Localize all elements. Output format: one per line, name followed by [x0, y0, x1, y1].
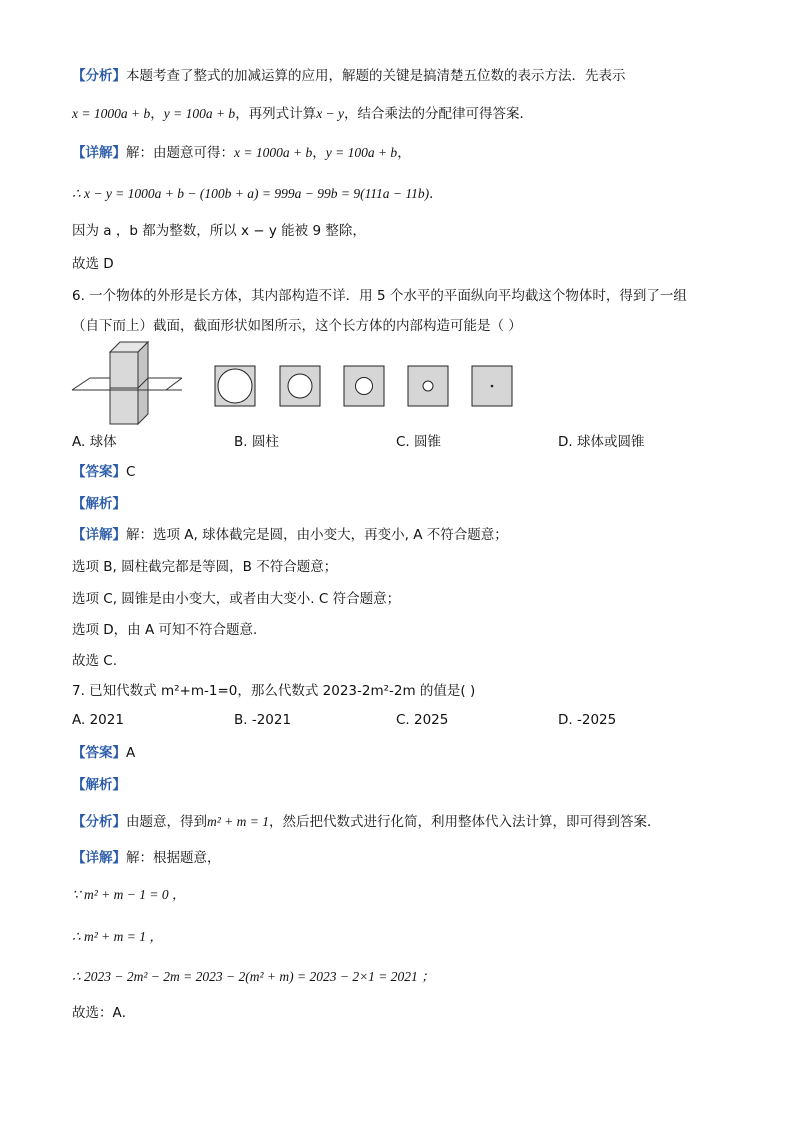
calc-end: ． — [429, 186, 443, 201]
q7-option-a: A. 2021 — [72, 712, 124, 728]
q7-therefore-line1: ∴ m² + m = 1 ， — [72, 929, 163, 944]
q5-detail-line — [72, 143, 411, 163]
q6-jiexi — [72, 494, 126, 514]
analysis-formula: m² + m = 1 — [207, 814, 270, 829]
q6-stem-line1: 6. 一个物体的外形是长方体，其内部构造不详．用 5 个水平的平面纵向平均截这个物体时，得到了一组 — [72, 288, 687, 304]
q7-therefore-line2: ∴ 2023 − 2m² − 2m = 2023 − 2(m² + m) = 2023 − 2×1 = 2021 ； — [72, 969, 435, 984]
q5-calc-line — [72, 184, 443, 204]
q6-detail-line2: 选项 B, 圆柱截完都是等圆，B 不符合题意； — [72, 559, 338, 575]
jiexi-tag: 【解析】 — [72, 496, 126, 512]
q6-figure — [70, 338, 530, 428]
q6-choice: 故选 C. — [72, 653, 118, 669]
analysis-text: 本题考查了整式的加减运算的应用，解题的关键是搞清楚五位数的表示方法．先表示 — [126, 68, 626, 84]
q5-analysis-line2 — [72, 104, 533, 124]
q5-analysis-line1 — [72, 66, 626, 86]
detail-text: 解：根据题意， — [126, 850, 221, 866]
q7-analysis — [72, 812, 661, 832]
formula-x: x = 1000a + b — [72, 106, 151, 121]
answer-tag: 【答案】 — [72, 464, 126, 480]
calc-formula: ∴ x − y = 1000a + b − (100b + a) = 999a − 99b = 9(111a − 11b) — [72, 186, 430, 201]
detail-formula-x: x = 1000a + b — [234, 145, 313, 160]
q5-choice: 故选 D — [72, 256, 114, 272]
detail-formula-y: y = 100a + b — [325, 145, 398, 160]
detail-text: 解：由题意可得： — [126, 145, 234, 161]
analysis-text2: ，然后把代数式进行化简，利用整体代入法计算，即可得到答案． — [269, 814, 661, 830]
formula-y: y = 100a + b — [163, 106, 236, 121]
detail-end: ， — [397, 145, 411, 161]
q7-detail — [72, 848, 221, 868]
detail-tag: 【详解】 — [72, 145, 126, 161]
q7-option-b: B. -2021 — [234, 712, 292, 728]
q6-stem-line2: （自下而上）截面，截面形状如图所示，这个长方体的内部构造可能是（ ） — [72, 318, 522, 334]
q7-because-line: ∵ m² + m − 1 = 0 ， — [72, 887, 186, 902]
q7-option-c: C. 2025 — [396, 712, 449, 728]
detail-text: 解：选项 A, 球体截完是圆，由小变大，再变小, A 不符合题意； — [126, 527, 508, 543]
analysis-tag: 【分析】 — [72, 814, 126, 830]
q6-detail-line4: 选项 D，由 A 可知不符合题意. — [72, 622, 258, 638]
answer-value: A — [126, 745, 136, 761]
formula-x-minus-y: x − y — [316, 106, 345, 121]
answer-tag: 【答案】 — [72, 745, 126, 761]
q7-stem: 7. 已知代数式 m²+m-1=0，那么代数式 2023-2m²-2m 的值是( ) — [72, 683, 476, 699]
cross-section-4 — [408, 366, 448, 406]
cross-section-2 — [280, 366, 320, 406]
analysis-text1: 由题意，得到 — [126, 814, 207, 830]
q6-option-a: A. 球体 — [72, 434, 117, 450]
cross-section-5 — [472, 366, 512, 406]
q6-answer — [72, 462, 135, 482]
detail-tag: 【详解】 — [72, 850, 126, 866]
separator: ， — [312, 145, 326, 161]
analysis-tag: 【分析】 — [72, 68, 126, 84]
answer-value: C — [126, 464, 136, 480]
analysis-mid: ，再列式计算 — [235, 106, 317, 122]
jiexi-tag: 【解析】 — [72, 777, 126, 793]
q6-option-d: D. 球体或圆锥 — [558, 434, 645, 450]
q5-divisible-line: 因为 a ，b 都为整数，所以 x − y 能被 9 整除， — [72, 223, 366, 239]
q7-answer — [72, 743, 135, 763]
analysis-end: ，结合乘法的分配律可得答案． — [344, 106, 534, 122]
q6-option-b: B. 圆柱 — [234, 434, 279, 450]
q7-jiexi — [72, 775, 126, 795]
separator: ， — [150, 106, 164, 122]
q6-detail-line1 — [72, 525, 508, 545]
cross-section-3 — [344, 366, 384, 406]
detail-tag: 【详解】 — [72, 527, 126, 543]
q6-option-c: C. 圆锥 — [396, 434, 442, 450]
q7-option-d: D. -2025 — [558, 712, 617, 728]
q7-choice: 故选：A． — [72, 1005, 136, 1021]
cuboid-diagram — [110, 342, 148, 424]
q6-detail-line3: 选项 C, 圆锥是由小变大，或者由大变小. C 符合题意； — [72, 591, 401, 607]
cross-section-1 — [215, 366, 255, 406]
